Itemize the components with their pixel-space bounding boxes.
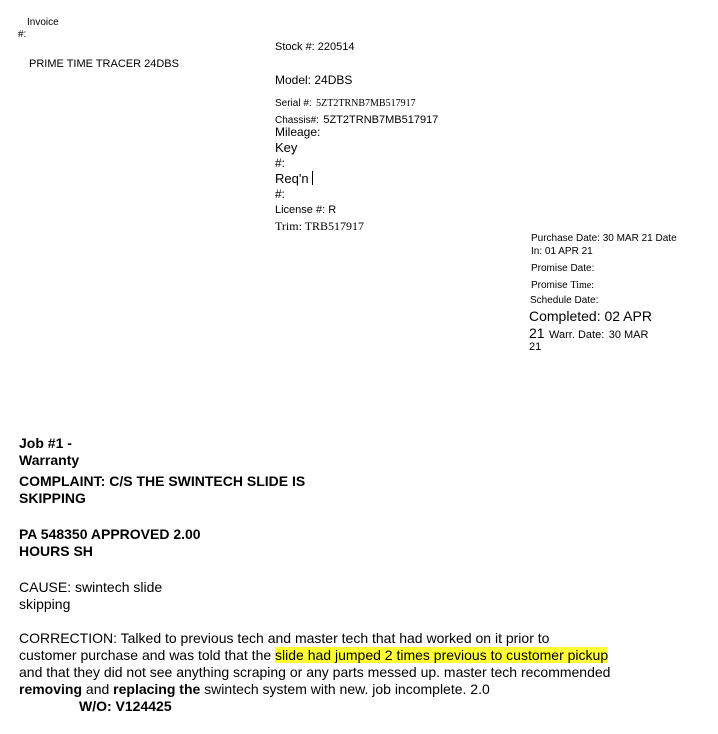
promise-time-label: Promise	[531, 280, 568, 291]
complaint-line-2: SKIPPING	[19, 490, 86, 506]
invoice-label: Invoice	[27, 17, 59, 28]
completed-year: 21	[529, 325, 545, 341]
date-in: In: 01 APR 21	[531, 246, 593, 257]
schedule-date: Schedule Date:	[530, 295, 599, 306]
warr-value: 30 MAR	[608, 329, 649, 341]
pa-line-2: HOURS SH	[19, 543, 93, 559]
correction-line-4	[19, 681, 610, 698]
reqn-label: Req'n	[275, 171, 309, 186]
completed-warr-line	[529, 325, 648, 343]
correction	[19, 630, 610, 698]
trim-value: TRB517917	[304, 219, 365, 233]
job-title	[19, 435, 79, 469]
model-field: Model: 24DBS	[275, 73, 353, 87]
chassis-label: Chassis#:	[275, 115, 319, 126]
correction-line-3: and that they did not see anything scraping or any parts messed up. master tech recommended	[19, 664, 611, 680]
reqn-field	[275, 171, 313, 186]
correction-line-1: CORRECTION: Talked to previous tech and master tech that had worked on it prior to	[19, 630, 550, 646]
pa-line-1: PA 548350 APPROVED 2.00	[19, 526, 201, 542]
correction-tail: swintech system with new. job incomplete. 2.0	[200, 681, 490, 697]
replacing-bold: replacing the	[113, 681, 201, 697]
removing-bold: removing	[19, 681, 83, 697]
promise-time-word: Time:	[570, 280, 594, 291]
cause-line-1: CAUSE: swintech slide	[19, 579, 163, 595]
work-order-number: W/O: V124425	[79, 698, 172, 714]
warr-label: Warr. Date:	[549, 329, 605, 341]
pa-approval	[19, 526, 201, 560]
cause	[19, 579, 162, 613]
mileage-field: Mileage:	[275, 125, 321, 139]
cause-line-2: skipping	[19, 596, 71, 612]
highlighted-text: slide had jumped 2 times previous to customer pickup	[275, 647, 609, 663]
completed-date: Completed: 02 APR	[529, 308, 652, 324]
job-title-line-2: Warranty	[19, 452, 80, 468]
promise-time	[531, 280, 594, 291]
serial-label: Serial #:	[275, 98, 312, 109]
correction-line-2-text: customer purchase and was told that the	[19, 647, 276, 663]
serial-value: 5ZT2TRNB7MB517917	[316, 98, 416, 109]
warr-year: 21	[529, 341, 542, 353]
license-field: License #: R	[275, 204, 337, 216]
serial-field	[275, 93, 416, 111]
and-text: and	[82, 681, 114, 697]
promise-date: Promise Date:	[531, 263, 595, 274]
invoice-number-label: #:	[18, 29, 27, 40]
trim-label: Trim:	[275, 219, 302, 233]
vehicle-title: PRIME TIME TRACER 24DBS	[29, 58, 179, 70]
correction-line-2	[19, 647, 610, 664]
reqn-number-label: #:	[275, 187, 286, 201]
key-label: Key	[275, 140, 298, 155]
job-title-line-1: Job #1 -	[19, 435, 72, 451]
stock-number: Stock #: 220514	[275, 41, 355, 53]
key-number-label: #:	[275, 156, 286, 170]
chassis-value: 5ZT2TRNB7MB517917	[323, 114, 439, 126]
text-cursor	[312, 171, 313, 185]
complaint-line-1: COMPLAINT: C/S THE SWINTECH SLIDE IS	[19, 473, 306, 489]
complaint	[19, 473, 305, 507]
purchase-date: Purchase Date: 30 MAR 21 Date	[531, 233, 677, 244]
trim-field	[275, 219, 364, 234]
